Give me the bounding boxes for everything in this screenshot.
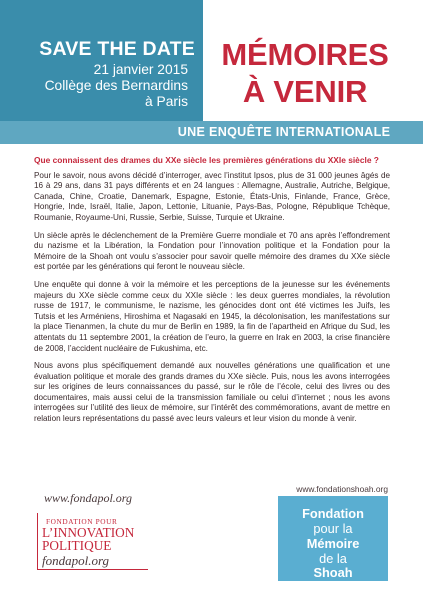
- logo-text: fondapol.org: [42, 553, 110, 568]
- title-line-1: MÉMOIRES: [221, 37, 389, 72]
- logo-text: Shoah: [313, 565, 353, 580]
- logo-text: Mémoire: [306, 536, 360, 551]
- logo-text: L’INNOVATION: [42, 525, 135, 540]
- fondapol-logo: [37, 513, 148, 570]
- logo-text: de la: [319, 551, 347, 566]
- paragraph: Pour le savoir, nous avons décidé d’interroger, avec l’institut Ipsos, plus de 31 000 jeunes âgés de 16 à 29 ans, dans 31 pays différents et en 24 langues : Allemagne, Australie, Autriche, Belgique, Canada, Chine, Croatie, Danemark, Espagne, Estonie, États-Unis, Finlande, France, Grèce, Hongrie, Inde, Israël, Italie, Japon, Lettonie, Lituanie, Pays-Bas, Pologne, République Tchèque, Roumanie, Royaume-Uni, Russie, Serbie, Suisse, Turquie et Ukraine.: [34, 170, 390, 222]
- logo-text: POLITIQUE: [42, 538, 112, 553]
- event-venue: Collège des Bernardins: [44, 78, 188, 93]
- event-city: à Paris: [145, 94, 188, 109]
- logo-text: Fondation: [302, 506, 364, 521]
- fondapol-link[interactable]: www.fondapol.org: [44, 491, 133, 505]
- event-date: 21 janvier 2015: [93, 62, 188, 77]
- shoah-logo: [278, 496, 388, 581]
- save-the-date-heading: SAVE THE DATE: [39, 38, 195, 60]
- paragraph: Une enquête qui donne à voir la mémoire et les perceptions de la jeunesse sur les événements majeurs du XXe siècle comme ceux du XXIe siècle : les deux guerres mondiales, la révolution russe de 1917, le communisme, le nazisme, les génocides dont ont été victimes les Juifs, les Tutsis et les Arméniens, Hiroshima et Nagasaki en 1945, la décolonisation, les manifestations sur la place Tienanmen, la chute du mur de Berlin en 1989, la fin de l’apartheid en Afrique du Sud, les attentats du 11 septembre 2001, la création de l’euro, la guerre en Irak en 2003, la crise financière de 2008, l’accident nucléaire de Fukushima, etc.: [34, 279, 390, 353]
- main-text: [34, 155, 390, 432]
- logo-text: pour la: [313, 521, 353, 536]
- paragraph: Un siècle après le déclenchement de la Première Guerre mondiale et 70 ans après l’effondrement du nazisme et la Libération, la Fondation pour l’innovation politique et la Fondation pour la Mémoire de la Shoah ont voulu s’associer pour savoir quelle mémoire des drames du XXe siècle est portée par les générations qui feront le nouveau siècle.: [34, 230, 390, 272]
- subtitle: UNE ENQUÊTE INTERNATIONALE: [177, 125, 391, 139]
- paragraph: Nous avons plus spécifiquement demandé aux nouvelles générations une qualification et une évaluation politique et morale des grands drames du XXe siècle. Puis, nous les avons interrogées sur les origines de leurs connaissances du passé, sur le rôle de l’école, celui des livres ou des documentaires, mais aussi celui de la transmission familiale ou celui d’internet ; nous les avons interrogées sur l’utilité des lieux de mémoire, sur l’intérêt des commémorations, avant de mettre en relation leurs représentations du passé avec leurs valeurs et leur vision du monde à venir.: [34, 361, 390, 424]
- event-details: [20, 62, 188, 110]
- logo-text: FONDATION POUR: [46, 517, 118, 526]
- fondationshoah-link[interactable]: www.fondationshoah.org: [296, 484, 388, 494]
- title-line-2: À VENIR: [242, 74, 368, 109]
- page-title: [206, 36, 404, 110]
- lead-question: Que connaissent des drames du XXe siècle les premières générations du XXIe siècle ?: [34, 155, 379, 165]
